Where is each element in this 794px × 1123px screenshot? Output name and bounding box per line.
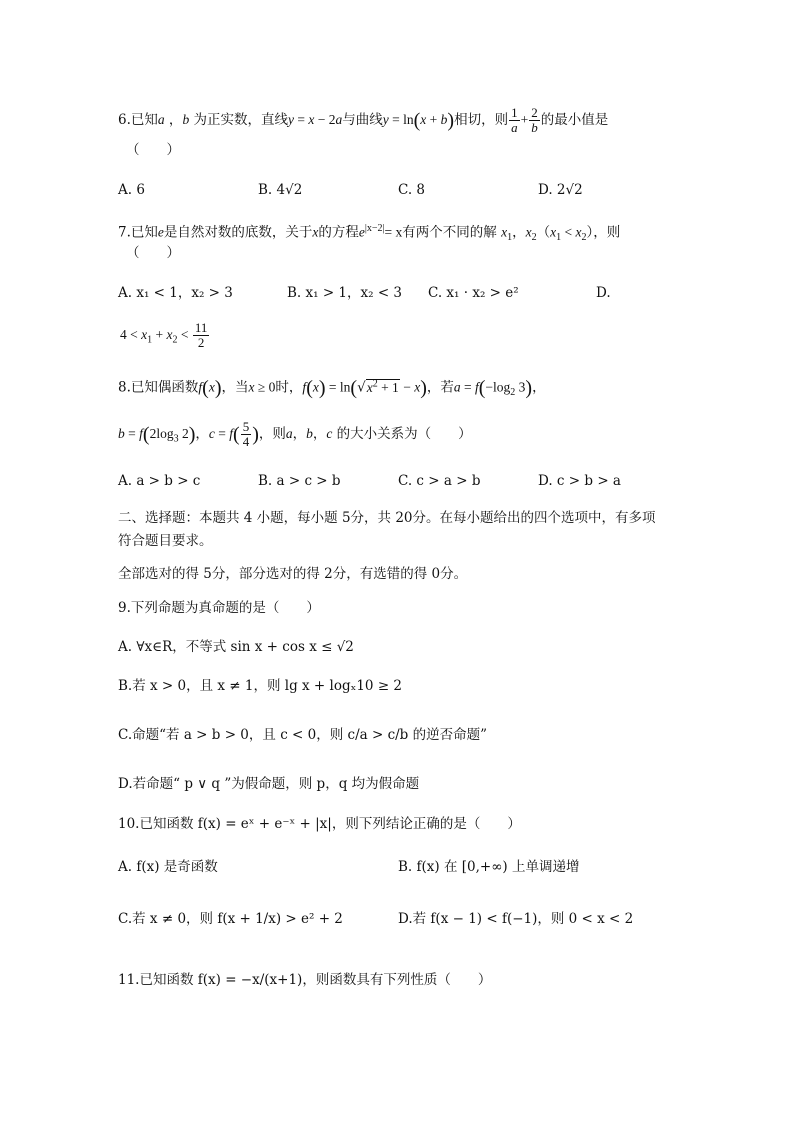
- q9-option-b: B.若 x > 0，且 x ≠ 1，则 lg x + logₓ10 ≥ 2: [118, 678, 403, 694]
- q8-stem-f: 的大小关系为（ ）: [336, 426, 472, 442]
- q8-frac-5-4: $\frac{5}{4}$: [242, 419, 250, 449]
- q6-option-a: A. 6: [118, 182, 145, 198]
- q9-option-a: A. ∀x∈R，不等式 sin x + cos x ≤ √2: [118, 639, 354, 655]
- q7-stem-d: 有两个不同的解: [402, 224, 497, 241]
- q9-option-c: C.命题“若 a > b > 0，且 c < 0，则 c/a > c/b 的逆否命题”: [118, 727, 488, 743]
- q6-frac-1: $\frac{1}{a}$: [511, 105, 518, 135]
- q8-option-d: D. c > b > a: [538, 473, 621, 489]
- q8-stem-b: ，当: [221, 379, 249, 396]
- q9-option-d: D.若命题“ p ∨ q ”为假命题，则 p，q 均为假命题: [118, 776, 420, 792]
- q6-stem-a: 6.已知: [118, 112, 158, 128]
- q10-stem: 10.已知函数 f(x) = eˣ + e⁻ˣ + |x|，则下列结论正确的是（ ）: [118, 816, 521, 832]
- q7-stem-a: 7.已知: [118, 224, 158, 241]
- q8-stem-d: ，若: [426, 379, 454, 396]
- q6-stem-d: 相切，则: [454, 112, 509, 128]
- q9-stem: 9.下列命题为真命题的是（ ）: [118, 600, 320, 616]
- q7-stem: 7.已知e是自然对数的底数，关于x的方程$e^{|x-2|}= x$有两个不同的解 $x_1$，$x_2(x_1 < x_2)$，则: [118, 223, 621, 244]
- q7-stem-c: 的方程: [318, 224, 359, 241]
- q7-eq: = x: [384, 224, 403, 240]
- q8-stem: 8.已知偶函数f(x)，当x ≥ 0时，$f(x) = \ln(√x^2 + 1 - x)$，若$a = f(-\log_2$ 3)，: [118, 377, 546, 399]
- q11-stem: 11.已知函数 f(x) = −x/(x+1)，则函数具有下列性质（ ）: [118, 972, 492, 988]
- q8-stem-2: $b = f(2\log_3$ 2)，c = f( $\frac{5}{4}$ )，则a，b，c 的大小关系为（ ）: [118, 419, 472, 449]
- q8-option-a: A. a > b > c: [118, 473, 201, 489]
- q7-option-d-label: D.: [596, 285, 611, 301]
- q10-option-c: C.若 x ≠ 0，则 f(x + 1/x) > e² + 2: [118, 911, 343, 927]
- q6-stem-c: 与曲线: [342, 112, 383, 128]
- section2-line1: 二、选择题：本题共 4 小题，每小题 5分，共 20分。在每小题给出的四个选项中，有多项: [118, 510, 656, 526]
- q7-frac-11-2: $\frac{11}{2}$: [194, 320, 208, 350]
- q8-stem-e: ，则: [258, 426, 286, 442]
- q6-stem-e: 的最小值是: [540, 112, 609, 128]
- q6-stem-b: 为正实数，直线: [193, 112, 288, 128]
- q6-option-d: D. 2√2: [538, 182, 583, 198]
- q7-stem-b: 是自然对数的底数，关于: [163, 224, 313, 241]
- q10-option-d: D.若 f(x − 1) < f(−1)，则 0 < x < 2: [398, 911, 634, 927]
- q6-option-c: C. 8: [398, 182, 426, 198]
- q8-stem-a: 8.已知偶函数: [118, 379, 199, 396]
- q7-stem-e: ，则: [593, 224, 621, 241]
- section2-line2: 符合题目要求。: [118, 533, 213, 549]
- q6-option-b: B. 4√2: [258, 182, 303, 198]
- q6-frac-2: $\frac{2}{b}$: [531, 105, 538, 135]
- q8-option-c: C. c > a > b: [398, 473, 481, 489]
- q10-option-a: A. f(x) 是奇函数: [118, 859, 218, 875]
- section2-line3: 全部选对的得 5分，部分选对的得 2分，有选错的得 0分。: [118, 566, 468, 582]
- q6-line-eq: y: [287, 112, 294, 127]
- q7-option-b: B. x₁ > 1，x₂ < 3: [287, 285, 403, 301]
- q8-stem-c: 时，: [275, 379, 303, 396]
- q10-option-b: B. f(x) 在 [0,+∞) 上单调递增: [398, 859, 580, 875]
- q6-paren: （ ）: [126, 142, 180, 158]
- q6-stem: 6.已知a ，b 为正实数，直线y = x − 2a与曲线y = ln(x + b)相切，则 $\frac{1}{a}$ + $\frac{2}{b}$ 的最小值是: [118, 105, 609, 135]
- q7-paren: （ ）: [126, 245, 180, 261]
- q7-option-c: C. x₁ · x₂ > e²: [428, 285, 519, 301]
- q7-option-d-body: $4 < x_1 + x_2$ < $\frac{11}{2}$: [120, 320, 208, 350]
- q8-option-b: B. a > c > b: [258, 473, 341, 489]
- q7-option-a: A. x₁ < 1，x₂ > 3: [118, 285, 233, 301]
